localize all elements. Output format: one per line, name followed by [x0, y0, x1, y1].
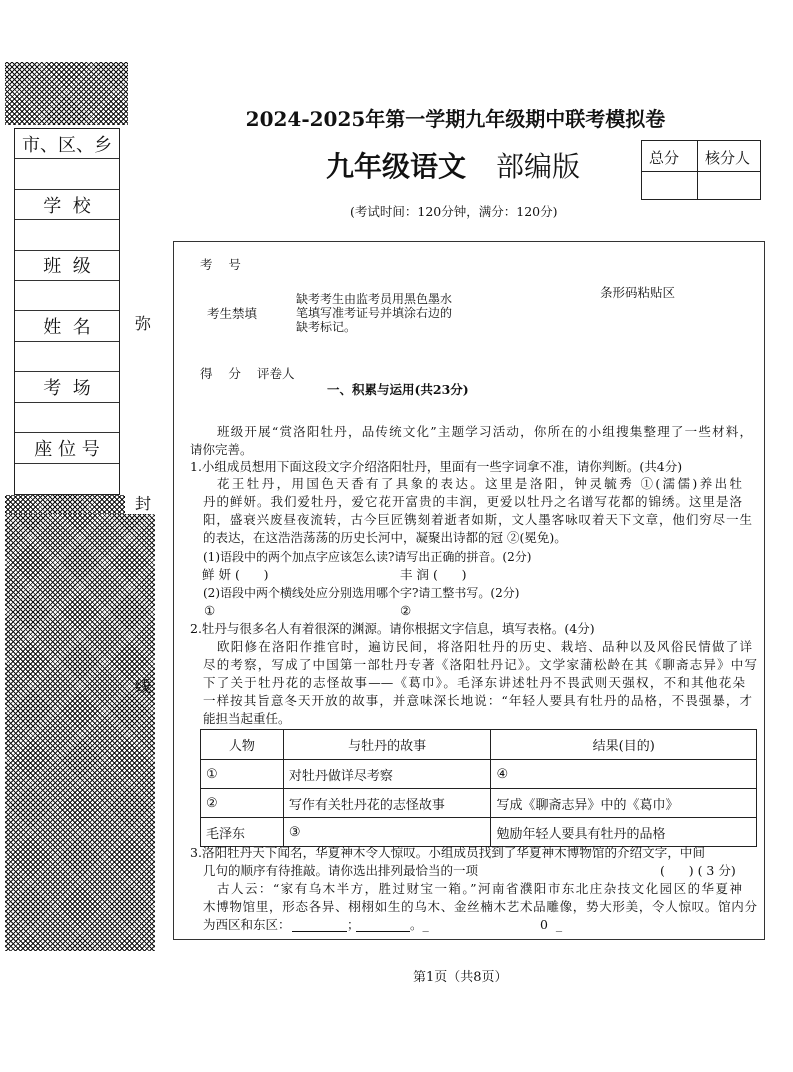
field-label-district: 市、区、乡 [15, 129, 119, 159]
exam-number-label: 考 号 [200, 257, 241, 272]
passage-line: 下了关于牡丹花的志怪故事——《葛巾》。毛泽东讲述牡丹不畏武则天强权，不和其他花朵 [203, 675, 745, 690]
answer-bracket: ( ) ( 3 分) [660, 863, 736, 878]
do-not-fill-label: 考生禁填 [207, 306, 258, 321]
table-cell: ② [201, 789, 284, 818]
absent-note-line: 笔填写准考证号并填涂右边的 [296, 306, 453, 320]
grader-label: 评卷人 [257, 366, 295, 381]
table-cell: 勉励年轻人要具有牡丹的品格 [491, 818, 757, 847]
page-number: 第1页（共8页） [413, 970, 508, 985]
table-row [201, 818, 757, 847]
passage-line: 能担当起重任。 [203, 711, 291, 726]
table-header-row [201, 730, 757, 760]
passage-line: 古人云：“家有乌木半方，胜过财宝一箱。”河南省濮阳市东北庄杂技文化园区的华夏神 [217, 881, 742, 896]
intro-line: 班级开展“赏洛阳牡丹，品传统文化”主题学习活动，你所在的小组搜集整理了一些材料， [217, 424, 752, 439]
table-header-cell: 人物 [201, 730, 284, 760]
subject-title: 九年级语文 [326, 150, 467, 183]
total-score-label: 总分 [642, 141, 698, 172]
absent-note-line: 缺考考生由监考员用黑色墨水 [296, 292, 453, 306]
table-cell: 毛泽东 [201, 818, 284, 847]
seal-mark-feng: 封 [135, 494, 152, 513]
section-title: 一、积累与运用(共23分) [327, 382, 469, 397]
passage-line-prefix: 为西区和东区： [203, 917, 291, 932]
table-cell: ③ [283, 818, 491, 847]
table-cell: 写成《聊斋志异》中的《葛巾》 [491, 789, 757, 818]
passage-line: 阳，盛衰兴废昼夜流转，古今巨匠镌刻着逝者如斯，文人墨客咏叹着天下文章，他们穷尽一生 [203, 512, 752, 527]
seal-hatch-bottom [5, 514, 155, 951]
field-label-class: 班 级 [15, 251, 119, 281]
table-header-cell: 结果(目的) [491, 730, 757, 760]
blank-separator: ； [347, 917, 360, 932]
field-label-seat-number: 座 位 号 [15, 433, 119, 463]
sub-question: (1)语段中的两个加点字应该怎么读?请写出正确的拼音。(2分) [203, 550, 532, 564]
question-heading: 2.牡丹与很多名人有着很深的渊源。请你根据文字信息，填写表格。(4分) [190, 621, 595, 636]
question-heading: 3.洛阳牡丹天下闻名，华夏神木令人惊叹。小组成员找到了华夏神木博物馆的介绍文字，中间 [190, 845, 705, 860]
barcode-area-label: 条形码粘贴区 [600, 285, 676, 300]
character-answer-marker: ① [204, 603, 216, 618]
field-label-name: 姓 名 [15, 311, 119, 341]
fill-blank [356, 917, 410, 932]
table-cell: ① [201, 760, 284, 789]
question-heading-line2: 几句的顺序有待推敲。请你选出排列最恰当的一项 [203, 863, 479, 878]
table-cell: ④ [491, 760, 757, 789]
pinyin-answer-blank: 鲜 妍 ( ) [202, 567, 269, 582]
field-blank-class [15, 281, 119, 311]
field-blank-exam-room [15, 403, 119, 433]
checker-blank [698, 172, 760, 199]
table-cell: 写作有关牡丹花的志怪故事 [283, 789, 491, 818]
field-label-school: 学 校 [15, 190, 119, 220]
peony-story-table [200, 729, 757, 847]
question-heading: 1.小组成员想用下面这段文字介绍洛阳牡丹，里面有一些字词拿不准，请你判断。(共4分) [190, 459, 683, 474]
fill-blank [292, 917, 347, 932]
intro-line: 请你完善。 [190, 442, 253, 457]
field-blank-school [15, 220, 119, 250]
table-cell: 对牡丹做详尽考察 [283, 760, 491, 789]
passage-line: 欧阳修在洛阳作推官时，遍访民间，将洛阳牡丹的历史、栽培、品种以及风俗民情做了详 [217, 639, 752, 654]
blank-separator: 。_ [410, 917, 429, 932]
exam-time-info: (考试时间：120分钟，满分：120分) [350, 204, 558, 219]
passage-line: 的表达，在这浩浩荡荡的历史长河中，凝聚出诗都的冠 ②(冕免)。 [203, 530, 567, 545]
field-blank-seat-number [15, 464, 119, 494]
score-label: 得 分 [200, 366, 241, 381]
edition-label: 部编版 [496, 150, 581, 183]
seal-mark-xian: 线 [135, 677, 152, 696]
exam-title: 2024-2025年第一学期九年级期中联考模拟卷 [245, 107, 666, 131]
pinyin-answer-blank: 丰 润 ( ) [400, 567, 467, 582]
seal-hatch-top [5, 62, 128, 125]
table-header-cell: 与牡丹的故事 [283, 730, 491, 760]
score-summary-table [641, 140, 761, 200]
table-row [201, 789, 757, 818]
table-row [201, 760, 757, 789]
passage-line: 木博物馆里，形态各异、栩栩如生的乌木、金丝楠木艺术品雕像，势大形美，令人惊叹。馆内分 [203, 899, 757, 914]
passage-line: 花王牡丹，用国色天香有了具象的表达。这里是洛阳，钟灵毓秀 ①(濡儒)养出牡 [217, 476, 742, 491]
field-blank-district [15, 159, 119, 189]
trailing-marks: 0 _ [540, 917, 563, 932]
character-answer-marker: ② [400, 603, 412, 618]
passage-line: 丹的鲜妍。我们爱牡丹，爱它花开富贵的丰润，更爱以牡丹之名谱写花都的锦绣。这里是洛 [203, 494, 742, 509]
passage-line: 尽的考察，写成了中国第一部牡丹专著《洛阳牡丹记》。文学家蒲松龄在其《聊斋志异》中写 [203, 657, 757, 672]
absent-note-line: 缺考标记。 [296, 320, 357, 334]
checker-label: 核分人 [698, 141, 760, 172]
field-blank-name [15, 342, 119, 372]
field-label-exam-room: 考 场 [15, 372, 119, 402]
student-info-column [14, 128, 120, 495]
seal-mark-mi: 弥 [135, 314, 152, 333]
total-score-blank [642, 172, 698, 199]
passage-line: 一样按其旨意冬天开放的故事，并意味深长地说：“年轻人要具有牡丹的品格，不畏强暴，才 [203, 693, 752, 708]
sub-question: (2)语段中两个横线处应分别选用哪个字?请工整书写。(2分) [203, 586, 520, 600]
